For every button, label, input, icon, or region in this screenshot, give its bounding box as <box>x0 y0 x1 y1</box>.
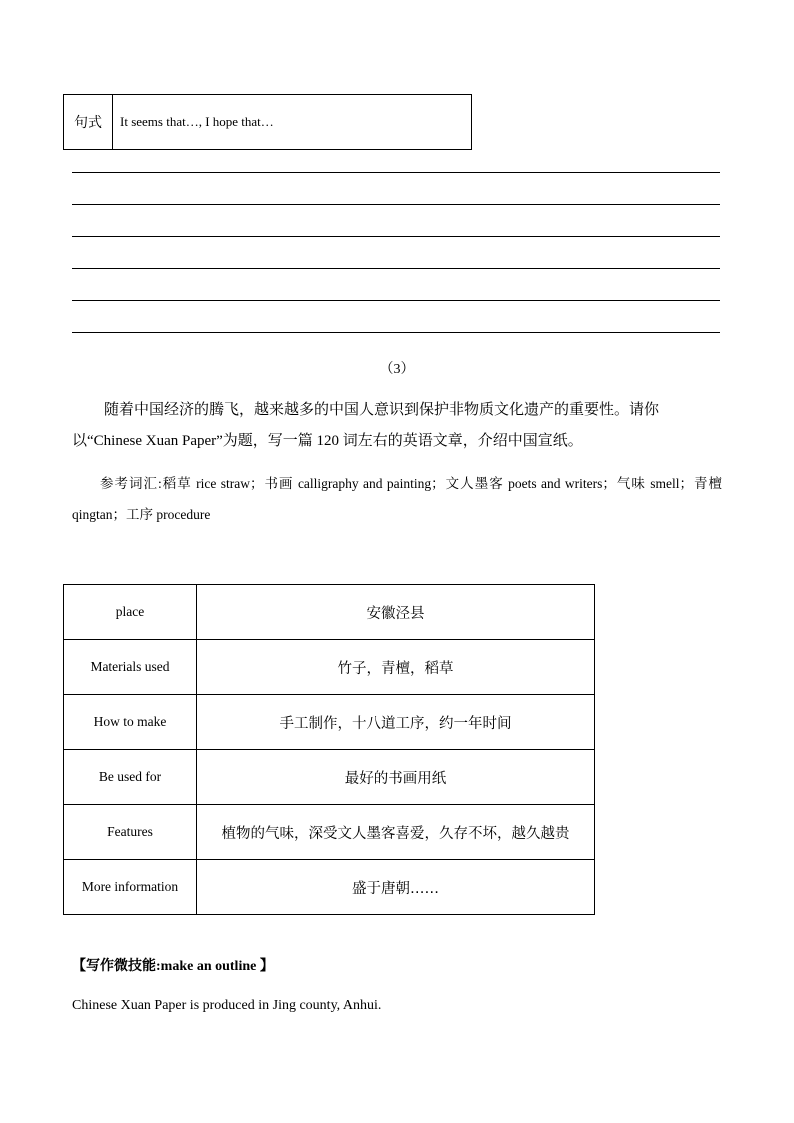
table-row <box>64 640 595 695</box>
table-row <box>64 860 595 915</box>
writing-line <box>72 172 720 173</box>
table-row <box>64 750 595 805</box>
writing-skill-heading: 【写作微技能:make an outline 】 <box>72 959 274 974</box>
outline-sentence: Chinese Xuan Paper is produced in Jing county, Anhui. <box>72 998 382 1013</box>
pattern-value: It seems that…, I hope that… <box>113 95 472 150</box>
sentence-pattern-row <box>64 95 472 150</box>
reference-vocabulary: 参考词汇:稻草 rice straw；书画 calligraphy and painting；文人墨客 poets and writers；气味 smell；青檀 qingtan；工序 procedure <box>72 476 722 522</box>
row-value: 最好的书画用纸 <box>197 750 595 805</box>
writing-line <box>72 236 720 237</box>
row-key: place <box>64 585 197 640</box>
row-value: 安徽泾县 <box>197 585 595 640</box>
row-key: Be used for <box>64 750 197 805</box>
row-key: Materials used <box>64 640 197 695</box>
table-row <box>64 695 595 750</box>
section-number: （3） <box>379 362 415 377</box>
row-key: Features <box>64 805 197 860</box>
writing-line <box>72 268 720 269</box>
row-key: More information <box>64 860 197 915</box>
xuan-paper-info-table <box>63 584 595 915</box>
writing-prompt: 随着中国经济的腾飞，越来越多的中国人意识到保护非物质文化遗产的重要性。请你以“Chinese Xuan Paper”为题，写一篇 120 词左右的英语文章，介绍中国宣纸。 <box>72 402 660 449</box>
sentence-pattern-table <box>63 94 472 150</box>
row-value: 盛于唐朝…… <box>197 860 595 915</box>
row-value: 植物的气味，深受文人墨客喜爱，久存不坏，越久越贵 <box>197 805 595 860</box>
writing-line <box>72 204 720 205</box>
writing-line <box>72 332 720 333</box>
table-row <box>64 805 595 860</box>
row-value: 竹子，青檀，稻草 <box>197 640 595 695</box>
row-key: How to make <box>64 695 197 750</box>
writing-line <box>72 300 720 301</box>
pattern-label: 句式 <box>64 95 113 150</box>
table-row <box>64 585 595 640</box>
row-value: 手工制作，十八道工序，约一年时间 <box>197 695 595 750</box>
